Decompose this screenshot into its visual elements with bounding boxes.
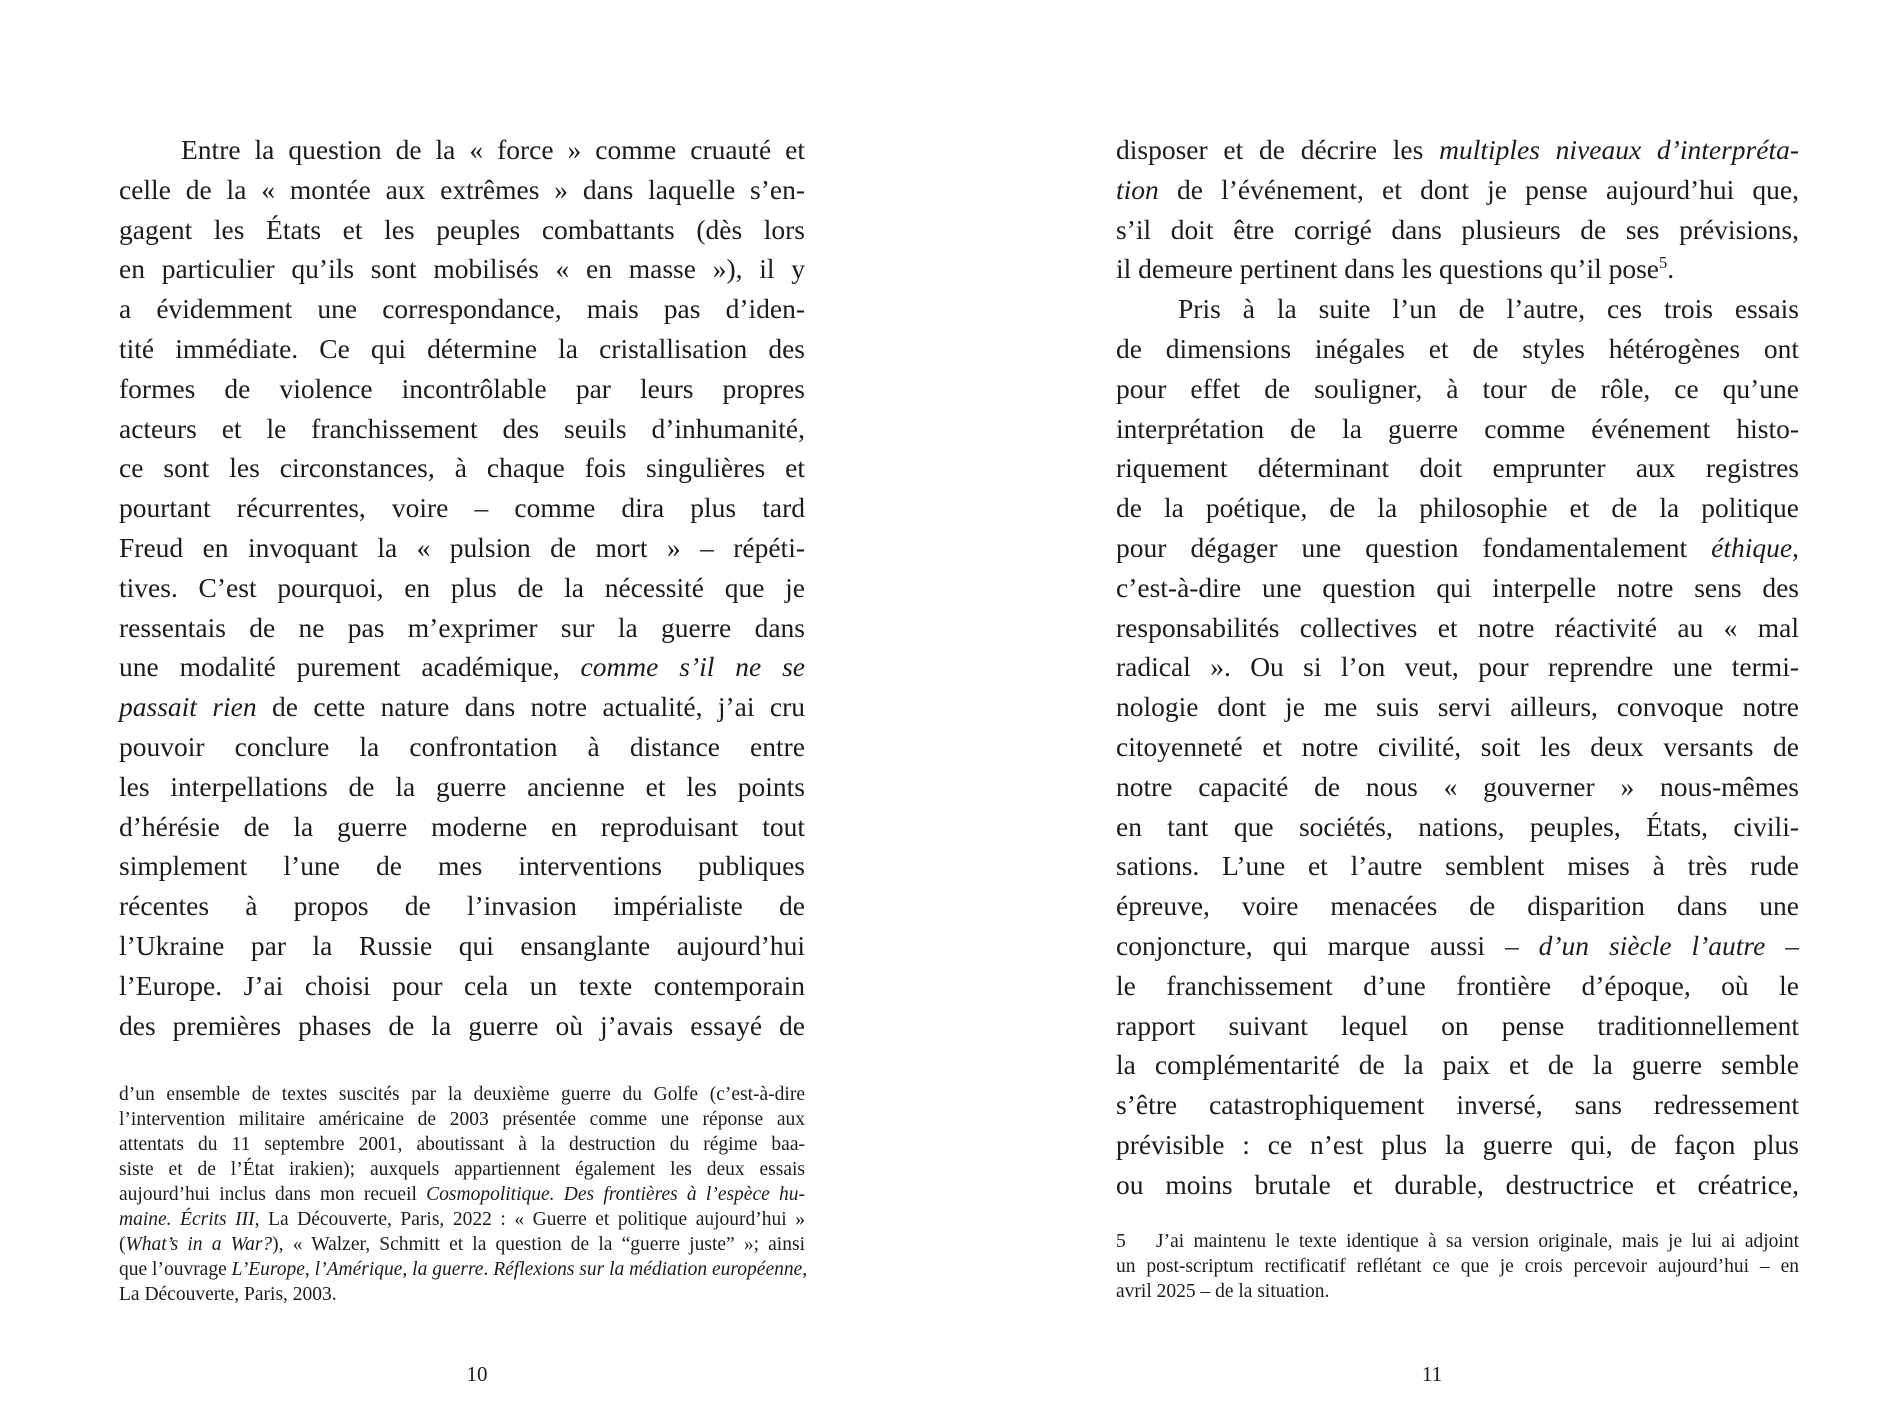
text-line	[119, 568, 805, 608]
text-segment: ,	[304, 1259, 315, 1280]
footnote-reference: 5	[1659, 253, 1668, 273]
text-line	[1116, 488, 1799, 528]
text-segment: .	[483, 1259, 494, 1280]
italic-text: la guerre	[412, 1259, 484, 1280]
text-line	[1116, 249, 1799, 289]
text-segment: Pris à la suite l’un de l’autre, ces trois essais	[1178, 293, 1799, 325]
text-segment: ,	[402, 1259, 413, 1280]
text-segment: nologie dont je me suis servi ailleurs, convoque notre	[1116, 691, 1799, 723]
text-segment: ce sont les circonstances, à chaque fois singulières et	[119, 452, 805, 484]
text-line	[119, 409, 805, 449]
text-segment: c’est-à-dire une question qui interpelle notre sens des	[1116, 571, 1799, 603]
text-segment: le franchissement d’une frontière d’époque, où le	[1116, 969, 1799, 1001]
text-line	[119, 966, 805, 1006]
text-segment: (	[119, 1234, 126, 1255]
text-segment: une modalité purement académique,	[119, 651, 581, 683]
text-line	[1116, 926, 1799, 966]
text-segment: simplement l’une de mes interventions publiques	[119, 850, 805, 882]
text-line	[119, 1082, 805, 1107]
text-segment: ,	[1792, 531, 1799, 563]
text-segment: pouvoir conclure la confrontation à distance entre	[119, 730, 805, 762]
text-segment: J’ai maintenu le texte identique à sa version originale, mais je lui ai adjoint	[1156, 1231, 1799, 1252]
italic-text: comme s’il ne se	[580, 651, 806, 683]
text-line	[119, 448, 805, 488]
text-line	[1116, 528, 1799, 568]
text-line	[119, 170, 805, 210]
text-segment: notre capacité de nous « gouverner » nous-mêmes	[1116, 770, 1799, 802]
text-segment: pourtant récurrentes, voire – comme dira plus tard	[119, 492, 805, 524]
text-segment: formes de violence incontrôlable par leurs propres	[119, 372, 805, 404]
italic-text: passait rien	[119, 691, 257, 723]
text-segment: d’un ensemble de textes suscités par la deuxième guerre du Golfe (c’est-à-dire	[119, 1084, 805, 1105]
text-segment: gagent les États et les peuples combattants (dès lors	[119, 213, 805, 245]
text-segment: de dimensions inégales et de styles hétérogènes ont	[1116, 332, 1799, 364]
text-line	[1116, 846, 1799, 886]
text-line	[1116, 1254, 1799, 1279]
italic-text: tion	[1116, 173, 1159, 205]
italic-text: L’Europe	[231, 1259, 305, 1280]
right-footnote	[1116, 1229, 1799, 1304]
text-line	[1116, 1165, 1799, 1205]
text-segment: conjoncture, qui marque aussi –	[1116, 929, 1539, 961]
text-segment: récentes à propos de l’invasion impérialiste de	[119, 890, 805, 922]
text-segment: s’il doit être corrigé dans plusieurs de ses prévisions,	[1116, 213, 1799, 245]
text-line	[119, 1006, 805, 1046]
text-segment: de l’événement, et dont je pense aujourd’hui que,	[1158, 173, 1799, 205]
text-line	[1116, 369, 1799, 409]
text-line	[1116, 329, 1799, 369]
text-segment: riquement déterminant doit emprunter aux registres	[1116, 452, 1799, 484]
text-segment: celle de la « montée aux extrêmes » dans laquelle s’en-	[119, 173, 805, 205]
text-line	[1116, 687, 1799, 727]
text-segment: l’Ukraine par la Russie qui ensanglante aujourd’hui	[119, 929, 805, 961]
text-segment: attentats du 11 septembre 2001, aboutissant à la destruction du régime baa-	[119, 1134, 805, 1155]
text-segment: tité immédiate. Ce qui détermine la cristallisation des	[119, 332, 805, 364]
text-segment: ressentais de ne pas m’exprimer sur la guerre dans	[119, 611, 805, 643]
text-line	[119, 528, 805, 568]
text-segment: les interpellations de la guerre ancienne et les points	[119, 770, 805, 802]
text-segment: prévisible : ce n’est plus la guerre qui, de façon plus	[1116, 1128, 1799, 1160]
italic-text: Réflexions sur la médiation européenne	[493, 1259, 803, 1280]
text-line	[1116, 1279, 1799, 1304]
text-line	[119, 1282, 805, 1307]
text-segment: radical ». Ou si l’on veut, pour reprendre une termi-	[1116, 651, 1799, 683]
text-segment: que l’ouvrage	[119, 1259, 232, 1280]
text-segment: siste et de l’État irakien); auxquels appartiennent également les deux essais	[119, 1159, 805, 1180]
text-line	[119, 1257, 808, 1282]
text-segment: il demeure pertinent dans les questions qu’il pose	[1116, 253, 1660, 285]
text-segment: épreuve, voire menacées de disparition dans une	[1116, 890, 1799, 922]
text-line	[119, 488, 805, 528]
text-line	[1116, 289, 1799, 329]
text-segment: acteurs et le franchissement des seuils d’inhumanité,	[119, 412, 805, 444]
text-segment: la complémentarité de la paix et de la guerre semble	[1116, 1049, 1799, 1081]
text-line	[1116, 568, 1799, 608]
text-line	[1116, 1045, 1799, 1085]
text-line	[119, 329, 805, 369]
footnote-number: 5	[1116, 1231, 1126, 1252]
italic-text: éthique	[1711, 531, 1793, 563]
page-number-right: 11	[1421, 1362, 1443, 1386]
text-line	[119, 647, 805, 687]
text-line	[1116, 1229, 1799, 1254]
text-segment: ou moins brutale et durable, destructrice et créatrice,	[1116, 1168, 1799, 1200]
text-segment: pour dégager une question fondamentalement	[1116, 531, 1712, 563]
text-line	[119, 767, 805, 807]
italic-text: d’un siècle l’autre	[1538, 929, 1766, 961]
text-segment: Freud en invoquant la « pulsion de mort » – répéti-	[119, 531, 805, 563]
text-line	[1116, 448, 1799, 488]
right-body-text	[1116, 130, 1799, 1205]
text-segment: tives. C’est pourquoi, en plus de la nécessité que je	[119, 571, 805, 603]
text-segment: La Découverte, Paris, 2003.	[119, 1284, 337, 1305]
text-segment: d’hérésie de la guerre moderne en reproduisant tout	[119, 810, 805, 842]
text-segment: .	[1667, 253, 1675, 285]
italic-text: What’s in a War?	[125, 1234, 273, 1255]
italic-text: l’Amérique	[314, 1259, 403, 1280]
text-segment: Entre la question de la « force » comme cruauté et	[181, 134, 805, 165]
text-line	[1116, 767, 1799, 807]
left-body-text	[119, 130, 805, 1045]
left-page	[0, 0, 944, 1417]
text-segment: en tant que sociétés, nations, peuples, États, civili-	[1116, 810, 1799, 842]
text-segment: en particulier qu’ils sont mobilisés « en masse »), il y	[119, 253, 805, 285]
text-line	[1116, 210, 1799, 250]
text-line	[1116, 608, 1799, 648]
text-line	[119, 886, 805, 926]
text-line	[119, 210, 805, 250]
text-line	[119, 687, 805, 727]
text-line	[1116, 1006, 1799, 1046]
italic-text: maine. Écrits III	[119, 1209, 255, 1230]
text-segment: ), « Walzer, Schmitt et la question de la “guerre juste” »; ainsi	[272, 1234, 805, 1255]
text-segment: , La Découverte, Paris, 2022 : « Guerre et politique aujourd’hui »	[254, 1209, 805, 1230]
text-line	[119, 369, 805, 409]
text-line	[119, 807, 805, 847]
text-line	[1116, 130, 1799, 170]
text-segment: a évidemment une correspondance, mais pas d’iden-	[119, 293, 805, 325]
text-line	[1116, 647, 1799, 687]
text-line	[119, 926, 805, 966]
italic-text: Cosmopolitique. Des frontières à l’espèce hu-	[426, 1184, 805, 1205]
text-segment: rapport suivant lequel on pense traditionnellement	[1116, 1009, 1799, 1041]
text-line	[119, 130, 805, 170]
text-line	[1116, 966, 1799, 1006]
text-segment: pour effet de souligner, à tour de rôle, ce qu’une	[1116, 372, 1799, 404]
right-page	[944, 0, 1889, 1417]
text-line	[1116, 409, 1799, 449]
text-segment: un post-scriptum rectificatif reflétant ce que je crois percevoir aujourd’hui – en	[1116, 1256, 1799, 1277]
text-line	[119, 608, 805, 648]
text-line	[1116, 886, 1799, 926]
text-segment: avril 2025 – de la situation.	[1116, 1281, 1330, 1302]
text-segment: –	[1765, 929, 1799, 961]
text-segment: citoyenneté et notre civilité, soit les deux versants de	[1116, 730, 1799, 762]
text-segment: de cette nature dans notre actualité, j’ai cru	[256, 691, 805, 723]
text-segment: aujourd’hui inclus dans mon recueil	[119, 1184, 427, 1205]
text-segment: sations. L’une et l’autre semblent mises à très rude	[1116, 850, 1799, 882]
text-line	[1116, 807, 1799, 847]
text-line	[119, 1157, 805, 1182]
text-segment: de la poétique, de la philosophie et de la politique	[1116, 492, 1799, 524]
text-line	[119, 1107, 805, 1132]
text-segment: responsabilités collectives et notre réactivité au « mal	[1116, 611, 1799, 643]
text-line	[119, 727, 805, 767]
text-line	[119, 249, 805, 289]
text-line	[119, 1232, 805, 1257]
text-line	[1116, 727, 1799, 767]
text-segment: disposer et de décrire les	[1116, 134, 1440, 165]
text-segment: l’intervention militaire américaine de 2003 présentée comme une réponse aux	[119, 1109, 805, 1130]
text-segment: s’être catastrophiquement inversé, sans redressement	[1116, 1089, 1799, 1121]
text-line	[119, 1132, 805, 1157]
text-line	[119, 289, 805, 329]
text-line	[1116, 170, 1799, 210]
text-line	[119, 1207, 805, 1232]
text-line	[119, 846, 805, 886]
text-line	[1116, 1085, 1799, 1125]
italic-text: multiples niveaux d’interpréta-	[1439, 134, 1799, 165]
text-line	[1116, 1125, 1799, 1165]
left-footnote	[119, 1082, 808, 1307]
text-segment: des premières phases de la guerre où j’avais essayé de	[119, 1009, 805, 1041]
text-line	[119, 1182, 805, 1207]
text-segment: l’Europe. J’ai choisi pour cela un texte contemporain	[119, 969, 805, 1001]
page-number-left: 10	[466, 1362, 488, 1386]
text-segment: ,	[802, 1259, 808, 1280]
text-segment: interprétation de la guerre comme événement histo-	[1116, 412, 1799, 444]
